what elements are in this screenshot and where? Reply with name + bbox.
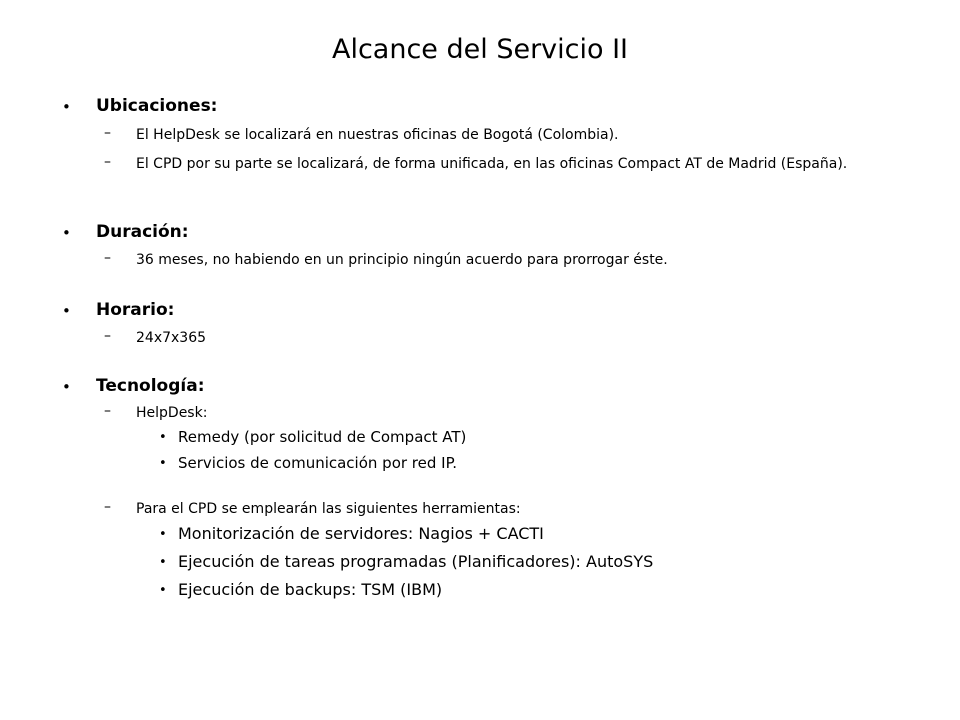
horario-item: 24x7x365 <box>136 330 207 346</box>
bullet-icon: • <box>159 527 167 542</box>
tecnologia-item-helpdesk: HelpDesk: <box>136 405 208 421</box>
bullet-icon: • <box>62 302 71 320</box>
bullet-icon: • <box>62 378 71 396</box>
bullet-icon: • <box>62 224 71 242</box>
dash-icon: – <box>104 250 111 266</box>
bullet-icon: • <box>159 555 167 570</box>
cpd-subitem-monitorizacion: Monitorización de servidores: Nagios + CACTI <box>178 524 544 543</box>
dash-icon: – <box>104 499 111 515</box>
section-heading-duracion: Duración: <box>96 222 189 242</box>
dash-icon: – <box>104 328 111 344</box>
dash-icon: – <box>104 403 111 419</box>
bullet-icon: • <box>159 430 167 445</box>
cpd-subitem-tareas: Ejecución de tareas programadas (Planificadores): AutoSYS <box>178 552 654 571</box>
section-heading-tecnologia: Tecnología: <box>96 376 205 396</box>
section-heading-ubicaciones: Ubicaciones: <box>96 96 218 116</box>
slide-title: Alcance del Servicio II <box>331 34 629 65</box>
helpdesk-subitem-remedy: Remedy (por solicitud de Compact AT) <box>178 428 467 446</box>
ubicaciones-item-helpdesk: El HelpDesk se localizará en nuestras oficinas de Bogotá (Colombia). <box>136 127 619 143</box>
helpdesk-subitem-comunicacion: Servicios de comunicación por red IP. <box>178 454 458 472</box>
bullet-icon: • <box>159 456 167 471</box>
dash-icon: – <box>104 125 111 141</box>
dash-icon: – <box>104 154 111 170</box>
duracion-item: 36 meses, no habiendo en un principio ningún acuerdo para prorrogar éste. <box>136 252 668 268</box>
section-heading-horario: Horario: <box>96 300 175 320</box>
cpd-subitem-backups: Ejecución de backups: TSM (IBM) <box>178 580 443 599</box>
tecnologia-item-cpd: Para el CPD se emplearán las siguientes herramientas: <box>136 501 521 517</box>
bullet-icon: • <box>159 583 167 598</box>
bullet-icon: • <box>62 98 71 116</box>
ubicaciones-item-cpd: El CPD por su parte se localizará, de forma unificada, en las oficinas Compact AT de Madrid (España). <box>136 156 848 172</box>
